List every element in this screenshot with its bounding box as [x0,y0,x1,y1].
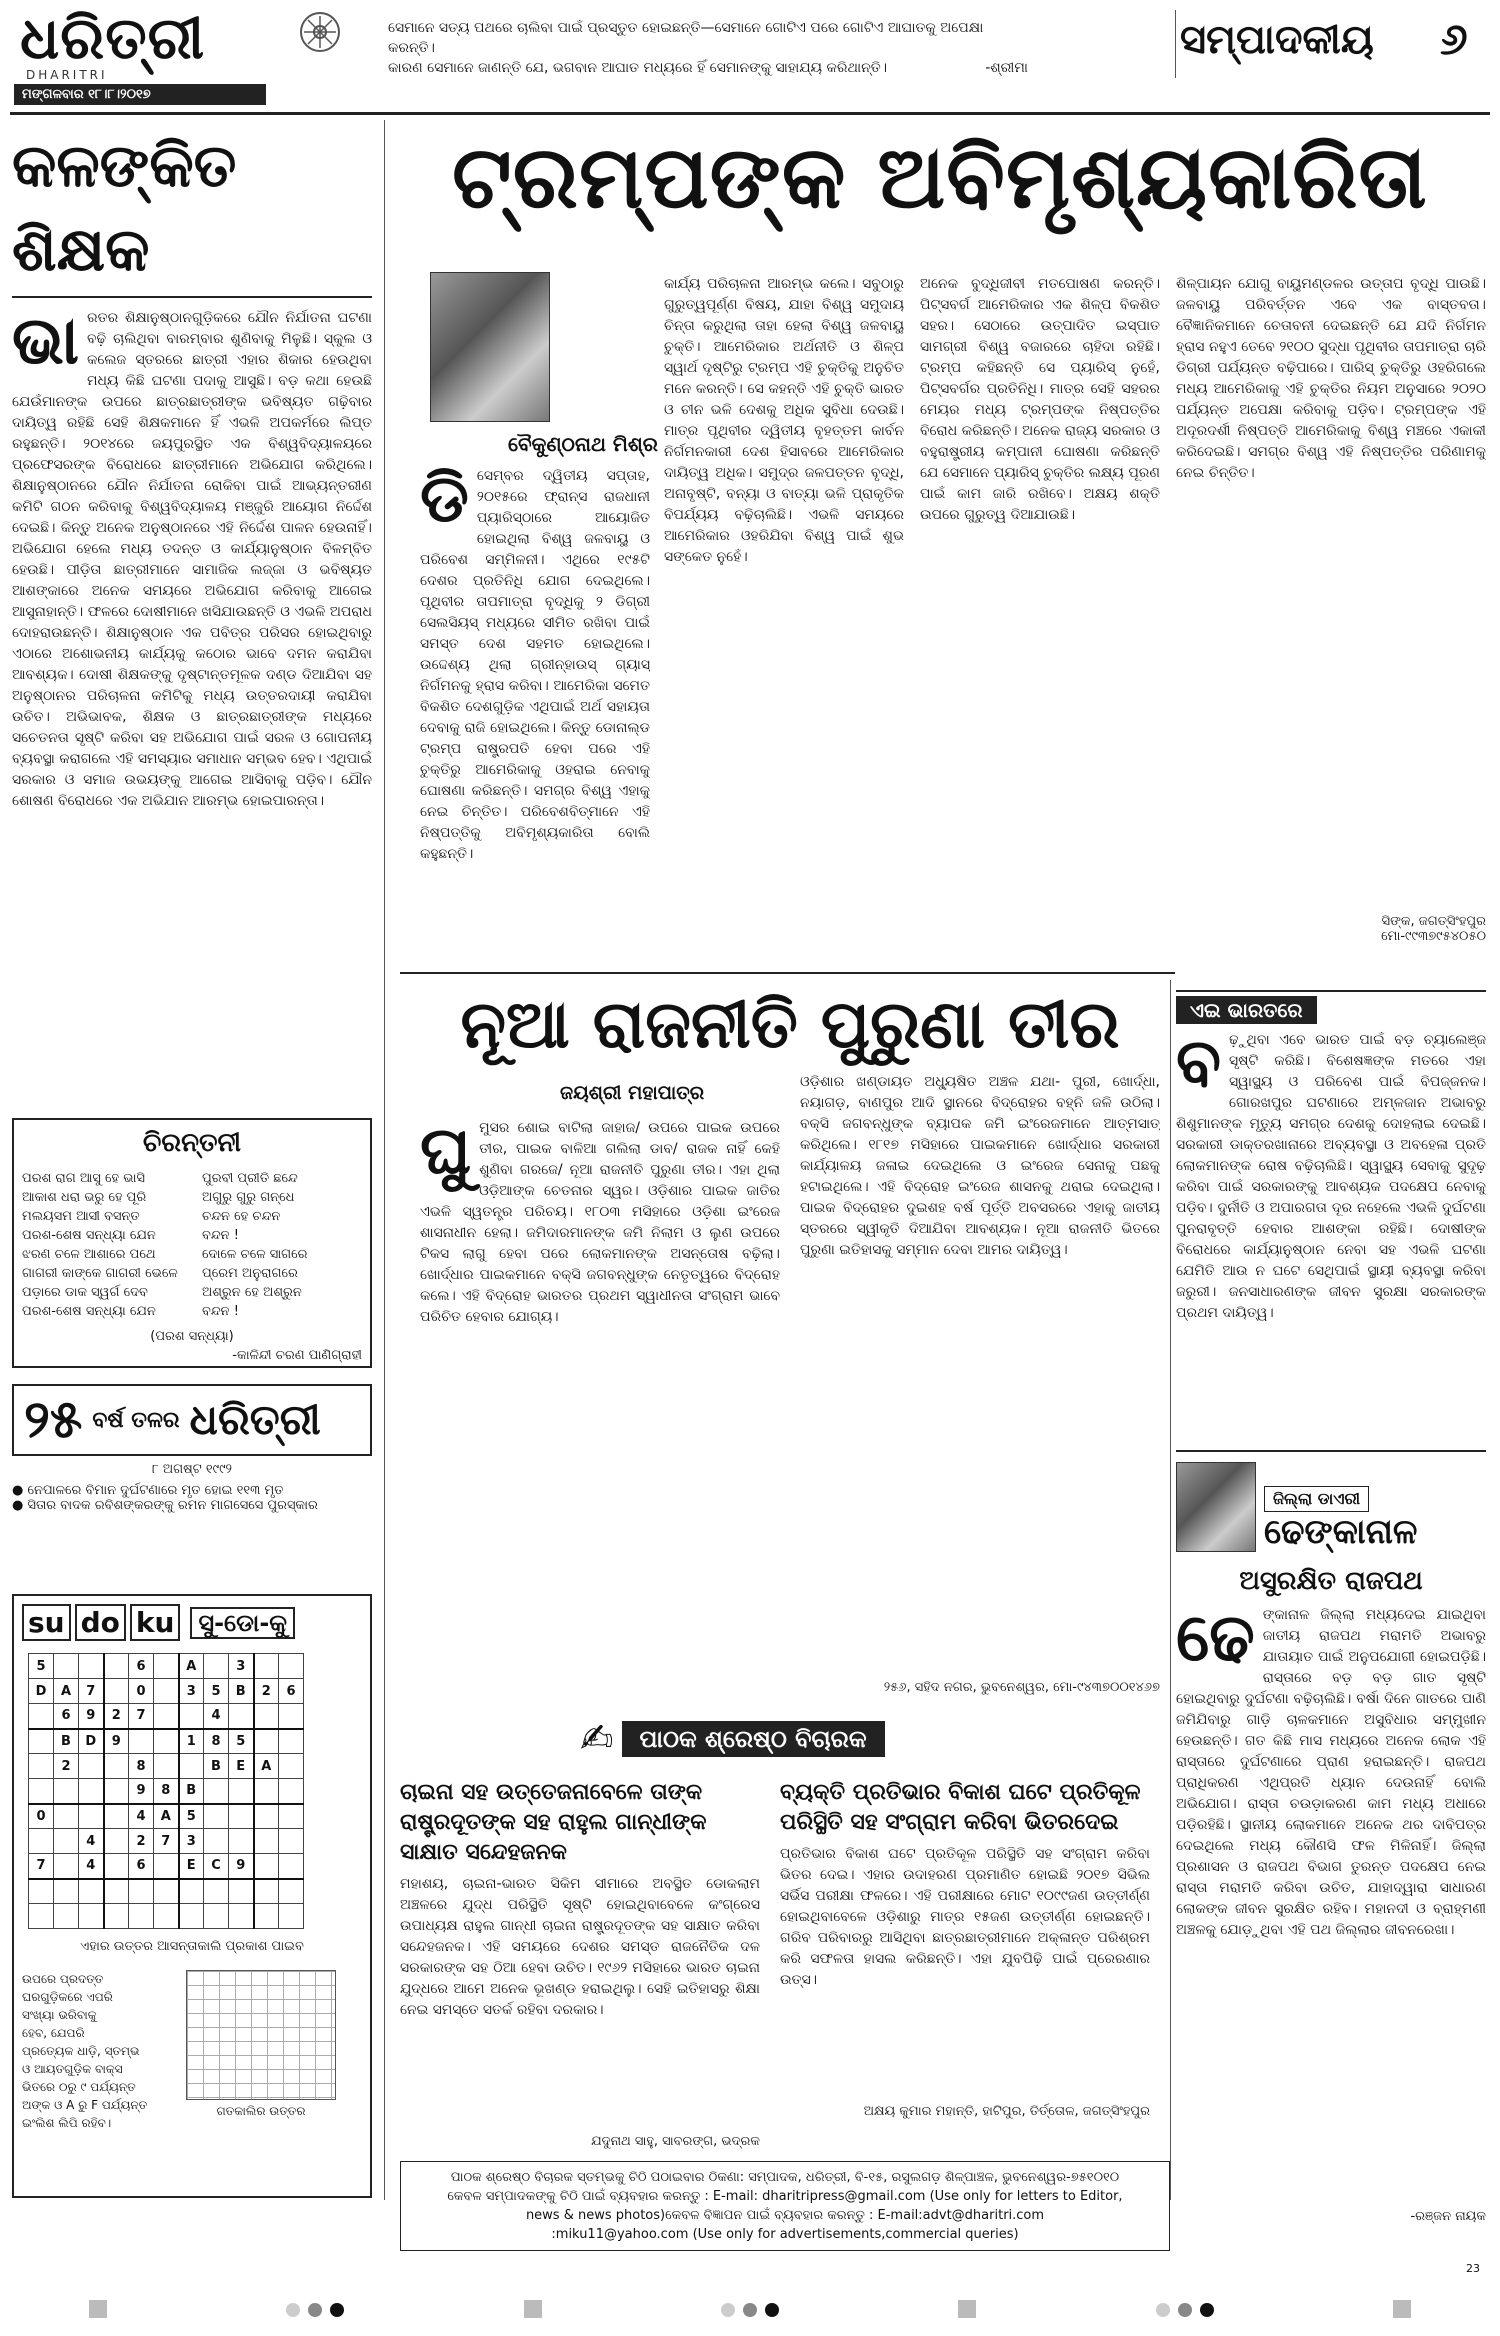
sudoku-cell[interactable] [254,1879,279,1904]
footer-address: ପାଠକ ଶ୍ରେଷ୍ଠ ବିଚାରକ ସ୍ତମ୍ଭକୁ ଚିଠି ପଠାଇବାର ଠିକଣା: ସମ୍ପାଦକ, ଧରିତ୍ରୀ, ବି-୧୫, ରସୁଲଗଡ଼ ଶିଳ୍ପାଞ୍ଚଳ, ଭୁବନେଶ୍ୱର-୭୫୧୦୧୦ [450,2170,1120,2185]
sudoku-cell[interactable] [204,1829,229,1854]
sudoku-cell[interactable]: 8 [204,1729,229,1754]
sudoku-cell[interactable] [79,1654,104,1679]
sudoku-cell[interactable]: A [254,1754,279,1779]
sudoku-cell[interactable]: 6 [54,1704,79,1729]
sudoku-cell[interactable] [204,1804,229,1829]
sudoku-cell[interactable] [279,1779,304,1804]
region-tag: ଏଇ ଭାରତରେ [1176,996,1317,1024]
sudoku-cell[interactable] [54,1829,79,1854]
registration-dot [1156,2303,1170,2317]
sudoku-cell[interactable] [179,1904,204,1929]
sudoku-cell[interactable] [29,1754,54,1779]
poem-source: (ପରଶ ସନ୍ଧ୍ୟା) [150,1329,234,1344]
poem-left [22,1169,182,1321]
sudoku-cell[interactable] [279,1754,304,1779]
sudoku-cell[interactable] [54,1854,79,1879]
district-photo [1176,1462,1256,1552]
page-code: 23 [1466,2262,1480,2275]
editorial [12,124,372,1268]
sudoku-cell[interactable] [154,1754,179,1779]
sudoku-cell[interactable] [179,1704,204,1729]
registration-square [89,2300,107,2318]
sudoku-cell[interactable] [104,1754,129,1779]
letter-2-signoff: ଅକ୍ଷୟ କୁମାର ମହାନ୍ତି, ହାଟିପୁର, ତିର୍ତ୍ତୋଳ, ଜଗତ୍‌ସିଂହପୁର [863,2104,1150,2119]
sudoku-cell[interactable] [29,1879,54,1904]
registration-dot [330,2303,344,2317]
sudoku-cell[interactable] [104,1654,129,1679]
letter-2-body: ପ୍ରତିଭାର ବିକାଶ ଘଟେ ପ୍ରତିକୂଳ ପରିସ୍ଥିତି ସହ ସଂଗ୍ରାମ କରିବା ଭିତର ଦେଇ। ଏହାର ଉଦାହରଣ ପ୍ରମାଣିତ ହୋଇଛି ୨୦୧୭ ସିଭିଲ ସର୍ଭିସ ପରୀକ୍ଷା ଫଳରେ। ଏହି ପରୀକ୍ଷାରେ ମୋଟ ୧୦୯୯ଜଣ ଉତ୍ତୀର୍ଣ୍ଣ ହୋଇଥିବାବେଳେ ଓଡ଼ିଶାରୁ ମାତ୍ର ୧୫ଜଣ ଉତ୍ତୀର୍ଣ୍ଣ ହୋଇଛନ୍ତି। ଗରିବ ପରିବାରରୁ ଆସିଥିବା ଛାତ୍ରଛାତ୍ରୀମାନେ ଅକ୍ଳାନ୍ତ ପରିଶ୍ରମ କରି ସଫଳତା ହାସଲ କରିଛନ୍ତି। ଏହା ଯୁବପିଢ଼ି ପାଇଁ ପ୍ରେରଣାର ଉତ୍ସ। [780,1846,1150,1988]
sudoku-cell[interactable] [254,1779,279,1804]
registration-dot [721,2303,735,2317]
sudoku-cell[interactable]: 5 [29,1654,54,1679]
sudoku-cell[interactable] [229,1829,254,1854]
sudoku-cell[interactable] [79,1804,104,1829]
sudoku-cell[interactable] [204,1879,229,1904]
lead-text: ସେମ୍ବର ଦ୍ୱିତୀୟ ସପ୍ତାହ, ୨୦୧୫ରେ ଫ୍ରାନ୍ସ ରାଜଧାନୀ ପ୍ୟାରିସ୍‌ଠାରେ ଆୟୋଜିତ ହୋଇଥିଲା ବିଶ୍ୱ ଜଳବାୟୁ ଓ ପରିବେଶ ସମ୍ମିଳନୀ। ଏଥିରେ ୧୯୫ଟି ଦେଶର ପ୍ରତିନିଧି ଯୋଗ ଦେଇଥିଲେ। ପୃଥିବୀର ତାପମାତ୍ରା ବୃଦ୍ଧିକୁ ୨ ଡିଗ୍ରୀ ସେଲସିୟସ୍ ମଧ୍ୟରେ ସୀମିତ ରଖିବା ପାଇଁ ସମସ୍ତ ଦେଶ ସହମତ ହୋଇଥିଲେ। ଉଦ୍ଦେଶ୍ୟ ଥିଲା ଗ୍ରୀନ୍‌ହାଉସ୍ ଗ୍ୟାସ୍ ନିର୍ଗମନକୁ ହ୍ରାସ କରିବା। ଆମେରିକା ସମେତ ବିକଶିତ ଦେଶଗୁଡ଼ିକ ଏଥିପାଇଁ ଅର୍ଥ ସହାୟତା ଦେବାକୁ ରାଜି ହୋଇଥିଲେ। କିନ୍ତୁ ଡୋନାଲ୍ଡ ଟ୍ରମ୍ପ ରାଷ୍ଟ୍ରପତି ହେବା ପରେ ଏହି ଚୁକ୍ତିରୁ ଆମେରିକାକୁ ଓହରାଇ ନେବାକୁ ଘୋଷଣା କରିଛନ୍ତି। ସମଗ୍ର ବିଶ୍ୱ ଏହାକୁ ନେଇ ଚିନ୍ତିତ। ପରିବେଶବିତ୍‌ମାନେ ଏହି ନିଷ୍ପତ୍ତିକୁ ଅବିମୃଶ୍ୟକାରିତା ବୋଲି କହୁଛନ୍ତି। [420,468,650,862]
registration-dot [743,2303,757,2317]
sudoku-cell[interactable]: 4 [79,1854,104,1879]
throwback-box [12,1384,372,1513]
poem-line: ବନ୍ଦନ ! [202,1228,239,1243]
sudoku-cell[interactable] [29,1904,54,1929]
lead-col-2: କାର୍ଯ୍ୟ ପରିଚାଳନା ଆରମ୍ଭ କଲେ। ସବୁଠାରୁ ଗୁରୁତ୍ୱପୂର୍ଣ୍ଣ ବିଷୟ, ଯାହା ବିଶ୍ୱ ସମୁଦାୟ ଚିନ୍ତା କରୁଥିଲା ତାହା ହେଲା ବିଶ୍ୱ ଜଳବାୟୁ ଚୁକ୍ତି। ଆମେରିକାର ଅର୍ଥନୀତି ଓ ଶିଳ୍ପ ସ୍ୱାର୍ଥ ଦୃଷ୍ଟିରୁ ଟ୍ରମ୍ପ ଏହି ଚୁକ୍ତିକୁ ଅନୁଚିତ ମନେ କରନ୍ତି। ସେ କହନ୍ତି ଏହି ଚୁକ୍ତି ଭାରତ ଓ ଚୀନ ଭଳି ଦେଶକୁ ଅଧିକ ସୁବିଧା ଦେଉଛି। ମାତ୍ର ପୃଥିବୀର ଦ୍ୱିତୀୟ ବୃହତ୍ତମ କାର୍ବନ ନିର୍ଗମନକାରୀ ଦେଶ ହିସାବରେ ଆମେରିକାର ଦାୟିତ୍ୱ ଅଧିକ। ସମୁଦ୍ର ଜଳପତ୍ତନ ବୃଦ୍ଧି, ଅନାବୃଷ୍ଟି, ବନ୍ୟା ଓ ବାତ୍ୟା ଭଳି ପ୍ରାକୃତିକ ବିପର୍ଯ୍ୟୟ ବଢ଼ିଚାଲିଛି। ଏଭଳି ସମୟରେ ଆମେରିକାର ଓହରିଯିବା ବିଶ୍ୱ ପାଇଁ ଶୁଭ ସଙ୍କେତ ନୁହେଁ। [664,276,904,565]
sudoku-cell[interactable]: 7 [129,1704,154,1729]
sudoku-cell[interactable] [279,1904,304,1929]
sudoku-previous-answer [186,1970,336,2132]
poem-line: ମଲୟସମ ଆସୀ ବସନ୍ତ [22,1209,140,1224]
sudoku-cell[interactable] [79,1754,104,1779]
sudoku-cell[interactable]: 2 [54,1754,79,1779]
sudoku-cell[interactable] [104,1879,129,1904]
masthead-rule [10,112,1490,115]
registration-square [958,2300,976,2318]
sudoku-cell[interactable] [254,1829,279,1854]
sudoku-title-part: do [75,1604,126,1641]
sudoku-cell[interactable] [29,1829,54,1854]
sudoku-cell[interactable] [54,1879,79,1904]
poem-line: ପରଶ ରାଗ ଆସୁ ହେ ଭାସି [22,1171,145,1186]
sudoku-cell[interactable] [29,1704,54,1729]
lead-col-4: ଶିଳ୍ପାୟନ ଯୋଗୁ ବାୟୁମଣ୍ଡଳର ଉତ୍ତାପ ବୃଦ୍ଧି ପାଉଛି। ଜଳବାୟୁ ପରିବର୍ତ୍ତନ ଏବେ ଏକ ବାସ୍ତବତା। ବୈଜ୍ଞାନିକମାନେ ଚେତାବନୀ ଦେଇଛନ୍ତି ଯେ ଯଦି ନିର୍ଗମନ ହ୍ରାସ ନହୁଏ ତେବେ ୨୧୦୦ ସୁଦ୍ଧା ପୃଥିବୀର ତାପମାତ୍ରା ଚାରି ଡିଗ୍ରୀ ପର୍ଯ୍ୟନ୍ତ ବଢ଼ିପାରେ। ପାରିସ୍ ଚୁକ୍ତିରୁ ଓହରିଗଲେ ମଧ୍ୟ ଆମେରିକାକୁ ଏହି ଚୁକ୍ତିର ନିୟମ ଅନୁସାରେ ୨୦୨୦ ପର୍ଯ୍ୟନ୍ତ ଅପେକ୍ଷା କରିବାକୁ ପଡ଼ିବ। ଟ୍ରମ୍ପଙ୍କ ଏହି ଅଦୂରଦର୍ଶୀ ନିଷ୍ପତ୍ତି ଆମେରିକାକୁ ବିଶ୍ୱ ମଞ୍ଚରେ ଏକାକୀ କରିଦେଇଛି। ସମଗ୍ର ବିଶ୍ୱ ଏହି ନିଷ୍ପତ୍ତିର ପରିଣାମକୁ ନେଇ ଚିନ୍ତିତ। [1176,276,1486,481]
sudoku-header [22,1604,362,1641]
registration-dot [308,2303,322,2317]
sudoku-cell[interactable] [279,1654,304,1679]
letter-1-body: ମହାଶୟ, ଚାଇନା-ଭାରତ ସିକିମ ସୀମାରେ ଅବସ୍ଥିତ ଡୋକଲାମ ଅଞ୍ଚଳରେ ଯୁଦ୍ଧ ପରିସ୍ଥିତି ସୃଷ୍ଟି ହୋଇଥିବାବେଳେ କଂଗ୍ରେସ ଉପାଧ୍ୟକ୍ଷ ରାହୁଲ ଗାନ୍ଧୀ ଚାଇନା ରାଷ୍ଟ୍ରଦୂତଙ୍କ ସହ ସାକ୍ଷାତ କରିବା ସନ୍ଦେହଜନକ। ଏହି ସମୟରେ ଦେଶର ସମସ୍ତ ରାଜନୈତିକ ଦଳ ସରକାରଙ୍କ ସହ ଠିଆ ହେବା ଉଚିତ। ୧୯୬୨ ମସିହାରେ ଭାରତ ଚାଇନା ଯୁଦ୍ଧରେ ଆମେ ଅନେକ ଭୂଖଣ୍ଡ ହରାଇଥିଲୁ। ସେହି ଇତିହାସରୁ ଶିକ୍ଷା ନେଇ ସମସ୍ତେ ସତର୍କ ରହିବା ଦରକାର। [400,1876,760,2018]
sudoku-cell[interactable]: 4 [79,1829,104,1854]
sudoku-cell[interactable] [229,1904,254,1929]
sudoku-cell[interactable] [254,1854,279,1879]
sudoku-cell[interactable]: 4 [204,1704,229,1729]
sudoku-cell[interactable]: 3 [179,1829,204,1854]
sudoku-grid [28,1653,362,1929]
sudoku-cell[interactable] [154,1704,179,1729]
sudoku-cell[interactable]: 4 [129,1804,154,1829]
sudoku-cell[interactable] [279,1854,304,1879]
second-byline: ଜୟଶ୍ରୀ ମହାପାତ୍ର [560,1082,705,1104]
sudoku-cell[interactable]: 3 [179,1679,204,1704]
sudoku-cell[interactable]: D [79,1729,104,1754]
chirantani-box [12,1118,372,1368]
poem-line: ଦୋଳେ ଚଳେ ସାଗରେ [202,1247,308,1262]
sudoku-cell[interactable] [154,1679,179,1704]
letters-section [400,1716,1170,2251]
section-title: ସମ୍ପାଦକୀୟ [1180,17,1374,63]
sudoku-cell[interactable]: 2 [254,1679,279,1704]
sudoku-cell[interactable] [54,1654,79,1679]
registration-square [524,2300,542,2318]
sudoku-cell[interactable] [254,1729,279,1754]
footer-email-misc: :miku11@yahoo.com (Use only for advertisements,commercial queries) [551,2227,1019,2242]
sudoku-cell[interactable] [54,1804,79,1829]
sudoku-cell[interactable] [54,1779,79,1804]
divider [400,972,1175,974]
poem-line: ପୁରବୀ ପ୍ରୀତି ଛନ୍ଦେ [202,1171,298,1186]
editorial-dropcap: ଭା [12,308,79,379]
sudoku-cell[interactable]: 2 [104,1704,129,1729]
sudoku-cell[interactable] [229,1704,254,1729]
lead-headline: ଟ୍ରମ୍ପଙ୍କ ଅବିମୃଶ୍ୟକାରିତା [452,128,1428,228]
throwback-years: ୨୫ [24,1389,83,1450]
second-col-1 [420,1118,780,1708]
previous-answer-label: ଗତକାଲିର ଉତ୍ତର [216,2104,306,2118]
throwback-item-2: ● ସିତାର ବାଦକ ରବିଶଙ୍କରଙ୍କୁ ରମନ ମାଗସେସେ ପୁରସ୍କାର [12,1498,318,1513]
sudoku-cell[interactable]: 5 [179,1804,204,1829]
registration-dot [1200,2303,1214,2317]
sudoku-cell[interactable] [29,1729,54,1754]
poem-line: ପରଶ-ଶେଷ ସନ୍ଧ୍ୟା ଯେନ [22,1228,156,1243]
footer-email-advt: news & news photos)କେବଳ ବିଜ୍ଞାପନ ପାଇଁ ବ୍ୟବହାର କରନ୍ତୁ : E-mail:advt@dharitri.com [525,2208,1045,2223]
sudoku-cell[interactable] [104,1854,129,1879]
sudoku-cell[interactable] [129,1879,154,1904]
issue-date: ମଙ୍ଗଳବାର ୧୮।୮।୨୦୧୭ [14,84,266,105]
sudoku-cell[interactable]: B [204,1754,229,1779]
letters-footer [400,2161,1170,2251]
sudoku-cell[interactable] [204,1654,229,1679]
registration-marks [0,2300,1500,2322]
second-text: ମୁସର ଶୋଇ ବାଟିଲା ଜାହାଜ/ ଉପରେ ପାଇକ ଉପରେ ତୀର, ପାଇକ ବାଳିଆ ଗଲିଲା ଡାବ/ ରାଜକ ନାହିଁ କେହି ଶୁଣିବା ଗରଜେ/ ନୂଆ ରାଜନୀତି ପୁରୁଣା ତୀର। ଏହା ଥିଲା ଓଡ଼ିଆଙ୍କ ଚେତନାର ସ୍ୱର। ଓଡ଼ିଶାର ପାଇକ ଜାତିର ଏଭଳି ସ୍ୱତନ୍ତ୍ର ପରିଚୟ। ୧୮୦୩ ମସିହାରେ ଓଡ଼ିଶା ଇଂରେଜ ଶାସନାଧୀନ ହେଲା। ଜମିଦାରମାନଙ୍କ ଜମି ନିଲାମ ଓ ଲୁଣ ଉପରେ ଟିକସ ଲାଗୁ ହେବା ପରେ ଲୋକମାନଙ୍କ ଅସନ୍ତୋଷ ବଢ଼ିଲା। ଖୋର୍ଦ୍ଧାର ପାଇକମାନେ ବକ୍ସି ଜଗବନ୍ଧୁଙ୍କ ନେତୃତ୍ୱରେ ବିଦ୍ରୋହ କଲେ। ଏହି ବିଦ୍ରୋହ ଭାରତର ପ୍ରଥମ ସ୍ୱାଧୀନତା ସଂଗ୍ରାମ ଭାବେ ପରିଚିତ ହେବାର ଯୋଗ୍ୟ। [420,1120,780,1325]
district-signoff: -ରଞ୍ଜନ ନାୟକ [1410,2209,1486,2224]
region-section [1176,990,1486,1456]
previous-answer-grid [186,1970,336,2100]
poem-author: -କାଳିନ୍ଦୀ ଚରଣ ପାଣିଗ୍ରାହୀ [232,1348,362,1363]
wheel-emblem-icon [300,12,340,52]
throwback-date: ୮ ଅଗଷ୍ଟ ୧୯୯୨ [151,1462,233,1477]
sudoku-cell[interactable]: 6 [129,1654,154,1679]
sudoku-cell[interactable]: E [229,1754,254,1779]
sudoku-cell[interactable] [154,1654,179,1679]
sudoku-title-odia: ସୁ-ଡୋ-କୁ [190,1607,295,1639]
sudoku-cell[interactable]: 6 [279,1679,304,1704]
sudoku-cell[interactable] [229,1804,254,1829]
lead-col-3: ଅନେକ ବୁଦ୍ଧିଜୀବୀ ମତପୋଷଣ କରନ୍ତି। ପିଟ୍‌ସବର୍ଗ ଆମେରିକାର ଏକ ଶିଳ୍ପ ବିକଶିତ ସହର। ସେଠାରେ ଉତ୍ପାଦିତ ଇସ୍ପାତ ସାମଗ୍ରୀ ବିଶ୍ୱ ବଜାରରେ ଚାହିଦା ରହିଛି। ଟ୍ରମ୍ପ କହିଛନ୍ତି ସେ ପ୍ୟାରିସ୍ ନୁହେଁ, ପିଟ୍‌ସବର୍ଗର ପ୍ରତିନିଧି। ମାତ୍ର ସେହି ସହରର ମେୟର ମଧ୍ୟ ଟ୍ରମ୍ପଙ୍କ ନିଷ୍ପତ୍ତିର ବିରୋଧ କରିଛନ୍ତି। ଅନେକ ରାଜ୍ୟ ସରକାର ଓ ବହୁରାଷ୍ଟ୍ରୀୟ କମ୍ପାନୀ ଘୋଷଣା କରିଛନ୍ତି ଯେ ସେମାନେ ପ୍ୟାରିସ୍ ଚୁକ୍ତିର ଲକ୍ଷ୍ୟ ପୂରଣ ପାଇଁ କାମ ଜାରି ରଖିବେ। ଅକ୍ଷୟ ଶକ୍ତି ଉପରେ ଗୁରୁତ୍ୱ ଦିଆଯାଉଛି। [920,276,1160,523]
page-number: ୬ [1440,14,1468,65]
sudoku-cell[interactable] [104,1804,129,1829]
sudoku-cell[interactable] [254,1904,279,1929]
sudoku-cell[interactable]: 6 [129,1854,154,1879]
sudoku-box [12,1594,372,2198]
sudoku-cell[interactable]: 0 [129,1679,154,1704]
sudoku-cell[interactable] [229,1779,254,1804]
sudoku-cell[interactable]: 0 [29,1804,54,1829]
registration-dot [1178,2303,1192,2317]
sudoku-cell[interactable] [279,1729,304,1754]
throwback-item-1: ● ନେପାଳରେ ବିମାନ ଦୁର୍ଘଟଣାରେ ମୃତ ହୋଇ ୧୧୩ ମୃତ [12,1483,284,1498]
sudoku-cell[interactable]: A [54,1679,79,1704]
district-headline: ଅସୁରକ୍ଷିତ ରାଜପଥ [1239,1566,1423,1596]
poem-line: ଅଶ୍ରୁନ ହେ ଅଶ୍ରୁନ [202,1285,302,1300]
sudoku-cell[interactable] [154,1729,179,1754]
sudoku-cell[interactable] [79,1879,104,1904]
sudoku-cell[interactable]: 7 [79,1679,104,1704]
sudoku-cell[interactable]: 7 [29,1854,54,1879]
poem-right [202,1169,362,1321]
sudoku-cell[interactable] [129,1904,154,1929]
sudoku-cell[interactable] [254,1654,279,1679]
sudoku-cell[interactable]: B [229,1679,254,1704]
lead-byline: ବୈକୁଣ୍ଠନାଥ ମିଶ୍ର [508,432,658,456]
sudoku-cell[interactable]: B [54,1729,79,1754]
sudoku-cell[interactable] [104,1829,129,1854]
poem-line: ପ୍ରେମ ଅନୁରାଗରେ [202,1266,298,1281]
sudoku-table [28,1653,304,1929]
logo-subtitle: DHARITRI [26,68,108,82]
sudoku-cell[interactable]: A [179,1654,204,1679]
sudoku-cell[interactable]: 9 [79,1704,104,1729]
region-dropcap: ବ [1176,1030,1222,1101]
poem-line: ଚନ୍ଦନ ହେ ଚନ୍ଦନ [202,1209,281,1224]
chirantani-title: ଚିରନ୍ତନୀ [142,1128,242,1158]
sudoku-cell[interactable]: E [179,1854,204,1879]
sudoku-cell[interactable] [254,1704,279,1729]
district-text: ଙ୍କାନାଳ ଜିଲ୍ଲା ମଧ୍ୟଦେଇ ଯାଇଥିବା ଜାତୀୟ ରାଜପଥ ମରାମତି ଅଭାବରୁ ଯାତାୟାତ ପାଇଁ ଅନୁପଯୋଗୀ ହୋଇପଡ଼ିଛି। ରାସ୍ତାରେ ବଡ଼ ବଡ଼ ଗାତ ସୃଷ୍ଟି ହୋଇଥିବାରୁ ଦୁର୍ଘଟଣା ବଢ଼ିଚାଲିଛି। ବର୍ଷା ଦିନେ ଗାତରେ ପାଣି ଜମିଯିବାରୁ ଗାଡ଼ି ଚାଳକମାନେ ଅସୁବିଧାର ସମ୍ମୁଖୀନ ହେଉଛନ୍ତି। ଗତ କିଛି ମାସ ମଧ୍ୟରେ ଅନେକ ଲୋକ ଏହି ରାସ୍ତାରେ ଦୁର୍ଘଟଣାରେ ପ୍ରାଣ ହରାଇଛନ୍ତି। ରାଜପଥ ପ୍ରାଧିକରଣ ଏଥିପ୍ରତି ଧ୍ୟାନ ଦେଉନାହିଁ ବୋଲି ଅଭିଯୋଗ। ରାସ୍ତା ଚଉଡ଼ାକରଣ କାମ ମଧ୍ୟ ଅଧାରେ ପଡ଼ିରହିଛି। ସ୍ଥାନୀୟ ଲୋକମାନେ ଅନେକ ଥର ଦାବିପତ୍ର ଦେଇଥିଲେ ମଧ୍ୟ କୌଣସି ଫଳ ମିଳିନାହିଁ। ଜିଲ୍ଲା ପ୍ରଶାସନ ଓ ରାଜପଥ ବିଭାଗ ତୁରନ୍ତ ପଦକ୍ଷେପ ନେଇ ରାସ୍ତା ମରାମତି କରିବା ଉଚିତ, ଯାହାଦ୍ୱାରା ସାଧାରଣ ଲୋକଙ୍କ ଜୀବନ ସୁରକ୍ଷିତ ରହିବ। ମହାନଦୀ ଓ ବ୍ରାହ୍ମଣୀ ଅଞ୍ଚଳକୁ ଯୋଡ଼ୁଥିବା ଏହି ପଥ ଜିଲ୍ଲାର ଜୀବନରେଖା। [1176,1607,1486,1938]
letter-2-title: ବ୍ୟକ୍ତି ପ୍ରତିଭାର ବିକାଶ ଘଟେ ପ୍ରତିକୂଳ ପରିସ୍ଥିତି ସହ ସଂଗ୍ରାମ କରିବା ଭିତରଦେଇ [780,1780,1141,1835]
sudoku-cell[interactable] [279,1804,304,1829]
sudoku-cell[interactable] [254,1804,279,1829]
author-photo [430,272,550,422]
registration-dot [286,2303,300,2317]
district-dropcap: ଢେ [1176,1605,1255,1676]
sudoku-cell[interactable]: 2 [129,1829,154,1854]
poem-line: ଆକାଶ ଧରା ଭରୁ ହେ ପୂରି [22,1190,147,1205]
sudoku-cell[interactable]: 7 [154,1829,179,1854]
quote-block [388,18,1028,78]
sudoku-cell[interactable] [29,1779,54,1804]
sudoku-cell[interactable]: 5 [229,1729,254,1754]
sudoku-cell[interactable]: 3 [229,1654,254,1679]
sudoku-howto: ଉପରେ ପ୍ରଦତ୍ତ ଘରଗୁଡ଼ିକରେ ଏପରି ସଂଖ୍ୟା ଭରିବାକୁ ହେବ, ଯେପରି ପ୍ରତ୍ୟେକ ଧାଡ଼ି, ସ୍ତମ୍ଭ ଓ ଆୟତଗୁଡ଼ିକ ବାକ୍ସ ଭିତରେ ୦ରୁ ୯ ପର୍ଯ୍ୟନ୍ତ ଅଙ୍କ ଓ A ରୁ F ପର୍ଯ୍ୟନ୍ତ ଇଂଲିଶ ଲିପି ରହିବ। [22,1972,148,2130]
column-divider [384,120,385,2200]
sudoku-cell[interactable] [229,1879,254,1904]
sudoku-cell[interactable] [54,1904,79,1929]
sudoku-cell[interactable] [104,1904,129,1929]
throwback-logo: ଧରିତ୍ରୀ [189,1395,321,1444]
poem-line: ଝରଣ ଚଳେ ଆଶାରେ ପଥେ [22,1247,156,1262]
district-label: ଜିଲ୍ଲା ଡାଏରୀ [1264,1486,1369,1512]
sudoku-cell[interactable]: C [204,1854,229,1879]
registration-square [1393,2300,1411,2318]
sudoku-cell[interactable] [204,1904,229,1929]
sudoku-cell[interactable]: 9 [229,1854,254,1879]
sudoku-cell[interactable] [79,1904,104,1929]
letter-1-title: ଚାଇନା ସହ ଉତ୍ତେଜନାବେଳେ ତାଙ୍କ ରାଷ୍ଟ୍ରଦୂତଙ୍କ ସହ ରାହୁଲ ଗାନ୍ଧୀଙ୍କ ସାକ୍ଷାତ ସନ୍ଦେହଜନକ [400,1780,707,1865]
poem-line: ଗାଗରୀ କାଙ୍କେ ଗାଗରୀ ଭେଳେ [22,1266,178,1281]
sudoku-cell[interactable]: 8 [129,1754,154,1779]
sudoku-cell[interactable]: 9 [129,1779,154,1804]
sudoku-cell[interactable] [104,1679,129,1704]
poem-line: ଅଗୁରୁ ଗୁରୁ ଗନ୍ଧେ [202,1190,295,1205]
sudoku-cell[interactable] [279,1879,304,1904]
poem-line: ପରଶ-ଶେଷ ସନ୍ଧ୍ୟା ଯେନ [22,1304,156,1319]
quote-line-2: କାରଣ ସେମାନେ ଜାଣନ୍ତି ଯେ, ଭଗବାନ ଆଘାତ ମଧ୍ୟରେ ହିଁ ସେମାନଙ୍କୁ ସାହାଯ୍ୟ କରିଥାନ୍ତି। [388,60,888,76]
district-name: ଢେଙ୍କାନାଳ [1264,1512,1418,1552]
letters-tag: ପାଠକ ଶ୍ରେଷ୍ଠ ବିଚାରକ [622,1721,885,1757]
sudoku-cell[interactable] [204,1779,229,1804]
sudoku-cell[interactable] [79,1779,104,1804]
second-col-2: ଓଡ଼ିଶାର ଖଣ୍ଡାୟତ ଅଧ୍ୟୁଷିତ ଅଞ୍ଚଳ ଯଥା- ପୁରୀ, ଖୋର୍ଦ୍ଧା, ନୟାଗଡ଼, ବାଣପୁର ଆଦି ସ୍ଥାନରେ ବିଦ୍ରୋହର ବହ୍ନି ଜଳି ଉଠିଲା। ବକ୍ସି ଜଗବନ୍ଧୁଙ୍କ ବ୍ୟାପକ ଜମି ଇଂରେଜମାନେ ଆତ୍ମସାତ୍ କରିଥିଲେ। ୧୮୧୭ ମସିହାରେ ପାଇକମାନେ ଖୋର୍ଦ୍ଧାର ସରକାରୀ କାର୍ଯ୍ୟାଳୟ ଜଳାଇ ଦେଇଥିଲେ ଓ ଇଂରେଜ ସେନାକୁ ପଛକୁ ହଟାଇଥିଲେ। ଏହି ବିଦ୍ରୋହ ଇଂରେଜ ଶାସନକୁ ଥରାଇ ଦେଇଥିଲା। ପାଇକ ବିଦ୍ରୋହର ଦୁଇଶହ ବର୍ଷ ପୂର୍ତ୍ତି ଅବସରରେ ଏହାକୁ ଜାତୀୟ ସ୍ତରରେ ସ୍ୱୀକୃତି ଦିଆଯିବା ଆବଶ୍ୟକ। ନୂଆ ରାଜନୀତି ଭିତରେ ପୁରୁଣା ଇତିହାସକୁ ସମ୍ମାନ ଦେବା ଆମର ଦାୟିତ୍ୱ। [800,1074,1160,1258]
throwback-label: ବର୍ଷ ତଳର [92,1407,180,1433]
quote-line-1: ସେମାନେ ସତ୍ୟ ପଥରେ ଚାଲିବା ପାଇଁ ପ୍ରସ୍ତୁତ ହୋଇଛନ୍ତି—ସେମାନେ ଗୋଟିଏ ପରେ ଗୋଟିଏ ଆଘାତକୁ ଅପେକ୍ଷା କରନ୍ତି। [388,20,984,56]
second-dropcap: ଘୁ [420,1118,472,1189]
sudoku-cell[interactable]: 9 [104,1729,129,1754]
sudoku-title-part: su [22,1604,71,1641]
quote-author: -ଶ୍ରୀମା [985,60,1028,76]
letter-2 [780,1778,1150,2149]
sudoku-cell[interactable]: B [179,1779,204,1804]
sudoku-title-part: ku [130,1604,181,1641]
sudoku-cell[interactable] [179,1879,204,1904]
sudoku-cell[interactable]: 5 [204,1679,229,1704]
footer-email-editor: କେବଳ ସମ୍ପାଦକଙ୍କୁ ଚିଠି ପାଇଁ ବ୍ୟବହାର କରନ୍ତୁ : E-mail: dharitripress@gmail.com (Use only for letters to Editor, [447,2189,1123,2204]
sudoku-cell[interactable]: 8 [154,1779,179,1804]
district-diary [1176,1450,1486,2224]
divider [1175,10,1176,78]
sudoku-answer-note: ଏହାର ଉତ୍ତର ଆସନ୍ତାକାଲି ପ୍ରକାଶ ପାଇବ [80,1939,304,1954]
editorial-title: କଳଙ୍କିତ ଶିକ୍ଷକ [12,124,372,298]
second-signoff: ୨୫୬, ସହିଦ ନଗର, ଭୁବନେଶ୍ୱର, ମୋ-୯୪୩୭୦୦୧୪୬୭ [883,1680,1160,1695]
quill-icon: ✍ [580,1716,614,1762]
lead-col-1 [420,466,650,962]
lead-dropcap: ଡି [420,466,469,537]
sudoku-cell[interactable]: 1 [179,1729,204,1754]
sudoku-cell[interactable]: D [29,1679,54,1704]
sudoku-cell[interactable] [179,1754,204,1779]
poem-line: ପଡ଼ାରେ ଡାକ ସ୍ୱର୍ଗ ଦେବ [22,1285,148,1300]
second-headline: ନୂଆ ରାଜନୀତି ପୁରୁଣା ତୀର [460,986,1120,1063]
sudoku-cell[interactable] [279,1829,304,1854]
sudoku-cell[interactable]: A [154,1804,179,1829]
sudoku-cell[interactable] [279,1704,304,1729]
dharitri-logo: ଧରିତ୍ରୀ [20,4,206,72]
sudoku-cell[interactable] [154,1879,179,1904]
editorial-body: ରତର ଶିକ୍ଷାନୁଷ୍ଠାନଗୁଡ଼ିକରେ ଯୌନ ନିର୍ଯାତନା ଘଟଣା ବଢ଼ି ଚାଲିଥିବା ବାରମ୍ବାର ଶୁଣିବାକୁ ମିଳୁଛି। ସ୍କୁଲ ଓ କଲେଜ ସ୍ତରରେ ଛାତ୍ରୀ ଏହାର ଶିକାର ହେଉଥିବା ମଧ୍ୟ କିଛି ଘଟଣା ପଦାକୁ ଆସୁଛି। ବଡ଼ କଥା ହେଉଛି ଯେଉଁମାନଙ୍କ ଉପରେ ଛାତ୍ରଛାତ୍ରୀଙ୍କ ଭବିଷ୍ୟତ ଗଢ଼ିବାର ଦାୟିତ୍ୱ ରହିଛି ସେହି ଶିକ୍ଷକମାନେ ହିଁ ଏଭଳି ଅପକର୍ମରେ ଲିପ୍ତ ରହୁଛନ୍ତି। ୨୦୧୪ରେ ଜୟପୁରସ୍ଥିତ ଏକ ବିଶ୍ୱବିଦ୍ୟାଳୟରେ ପ୍ରଫେସରଙ୍କ ବିରୋଧରେ ଛାତ୍ରୀମାନେ ଅଭିଯୋଗ କରିଥିଲେ। ଶିକ୍ଷାନୁଷ୍ଠାନରେ ଯୌନ ନିର୍ଯାତନା ରୋକିବା ପାଇଁ ଆଭ୍ୟନ୍ତରୀଣ କମିଟି ଗଠନ କରିବାକୁ ବିଶ୍ୱବିଦ୍ୟାଳୟ ମଞ୍ଜୁରି ଆୟୋଗ ନିର୍ଦ୍ଦେଶ ଦେଇଛି। କିନ୍ତୁ ଅନେକ ଅନୁଷ୍ଠାନରେ ଏହି ନିର୍ଦ୍ଦେଶ ପାଳନ ହେଉନାହିଁ। ଅଭିଯୋଗ ହେଲେ ମଧ୍ୟ ତଦନ୍ତ ଓ କାର୍ଯ୍ୟାନୁଷ୍ଠାନ ବିଳମ୍ବିତ ହେଉଛି। ପୀଡ଼ିତା ଛାତ୍ରୀମାନେ ସାମାଜିକ ଲଜ୍ଜା ଓ ଭବିଷ୍ୟତ ଆଶଙ୍କାରେ ଅନେକ ସମୟରେ ଅଭିଯୋଗ କରିବାକୁ ଆଗେଇ ଆସୁନାହାନ୍ତି। ଫଳରେ ଦୋଷୀମାନେ ଖସିଯାଉଛନ୍ତି ଓ ଏଭଳି ଅପରାଧ ଦୋହରାଉଛନ୍ତି। ଶିକ୍ଷାନୁଷ୍ଠାନ ଏକ ପବିତ୍ର ପରିସର ହୋଇଥିବାରୁ ଏଠାରେ ଅଶୋଭନୀୟ କାର୍ଯ୍ୟକୁ କଠୋର ଭାବେ ଦମନ କରାଯିବା ଆବଶ୍ୟକ। ଦୋଷୀ ଶିକ୍ଷକଙ୍କୁ ଦୃଷ୍ଟାନ୍ତମୂଳକ ଦଣ୍ଡ ଦିଆଯିବା ସହ ଅନୁଷ୍ଠାନର ପରିଚାଳନା କମିଟିକୁ ମଧ୍ୟ ଉତ୍ତରଦାୟୀ କରାଯିବା ଉଚିତ। ଅଭିଭାବକ, ଶିକ୍ଷକ ଓ ଛାତ୍ରଛାତ୍ରୀଙ୍କ ମଧ୍ୟରେ ସଚେତନତା ସୃଷ୍ଟି କରିବା ସହ ଅଭିଯୋଗ ପାଇଁ ସରଳ ଓ ଗୋପନୀୟ ବ୍ୟବସ୍ଥା କରାଗଲେ ଏହି ସମସ୍ୟାର ସମାଧାନ ସମ୍ଭବ ହେବ। ଏଥିପାଇଁ ସରକାର ଓ ସମାଜ ଉଭୟଙ୍କୁ ଆଗେଇ ଆସିବାକୁ ପଡ଼ିବ। ଯୌନ ଶୋଷଣ ବିରୋଧରେ ଏକ ଅଭିଯାନ ଆରମ୍ଭ ହୋଇପାରନ୍ତା। [12,310,372,809]
poem-line: ବନ୍ଦନ ! [202,1304,239,1319]
masthead-logo-block [20,4,250,82]
letter-1 [400,1778,760,2149]
letter-1-signoff: ଯଦୁନାଥ ସାହୁ, ସାବରଙ୍ଗ, ଭଦ୍ରକ [591,2134,760,2149]
sudoku-cell[interactable] [154,1904,179,1929]
sudoku-cell[interactable] [104,1779,129,1804]
sudoku-cell[interactable] [129,1729,154,1754]
registration-dot [765,2303,779,2317]
lead-signoff: ସିଙ୍କ, ଜଗତ୍‌ସିଂହପୁର ମୋ-୯୯୩୭୯୫୪୦୫୦ [1381,914,1486,944]
region-text: ଢ଼ୁଥିବା ଏବେ ଭାରତ ପାଇଁ ବଡ଼ ଚ୍ୟାଲେଞ୍ଜ ସୃଷ୍ଟି କରିଛି। ବିଶେଷଜ୍ଞଙ୍କ ମତରେ ଏହା ସ୍ୱାସ୍ଥ୍ୟ ଓ ପରିବେଶ ପାଇଁ ବିପଜ୍ଜନକ। ଗୋରଖପୁର ଘଟଣାରେ ଅମ୍ଳଜାନ ଅଭାବରୁ ଶିଶୁମାନଙ୍କ ମୃତ୍ୟୁ ସମଗ୍ର ଦେଶକୁ ଦୋହଲାଇ ଦେଇଛି। ସରକାରୀ ଡାକ୍ତରଖାନାରେ ଅବ୍ୟବସ୍ଥା ଓ ଅବହେଳା ପ୍ରତି ଲୋକମାନଙ୍କ ରୋଷ ବଢ଼ିଚାଲିଛି। ସ୍ୱାସ୍ଥ୍ୟ ସେବାକୁ ସୁଦୃଢ଼ କରିବା ପାଇଁ ସରକାରଙ୍କୁ ଆବଶ୍ୟକ ପଦକ୍ଷେପ ନେବାକୁ ପଡ଼ିବ। ଦୁର୍ନୀତି ଓ ଅପାରଗତା ଦୂର ନହେଲେ ଏଭଳି ଦୁର୍ଘଟଣା ପୁନରାବୃତ୍ତି ହେବାର ଆଶଙ୍କା ରହିଛି। ଦୋଷୀଙ୍କ ବିରୋଧରେ କାର୍ଯ୍ୟାନୁଷ୍ଠାନ ନେବା ସହ ଏଭଳି ଘଟଣା ଯେମିତି ଆଉ ନ ଘଟେ ସେଥିପାଇଁ ସ୍ଥାୟୀ ବ୍ୟବସ୍ଥା କରିବା ଜରୁରୀ। ଜନସାଧାରଣଙ୍କ ଜୀବନ ସୁରକ୍ଷା ସରକାରଙ୍କ ପ୍ରଥମ ଦାୟିତ୍ୱ। [1176,1032,1486,1321]
sudoku-cell[interactable] [154,1854,179,1879]
column-divider [1170,1440,1171,2200]
